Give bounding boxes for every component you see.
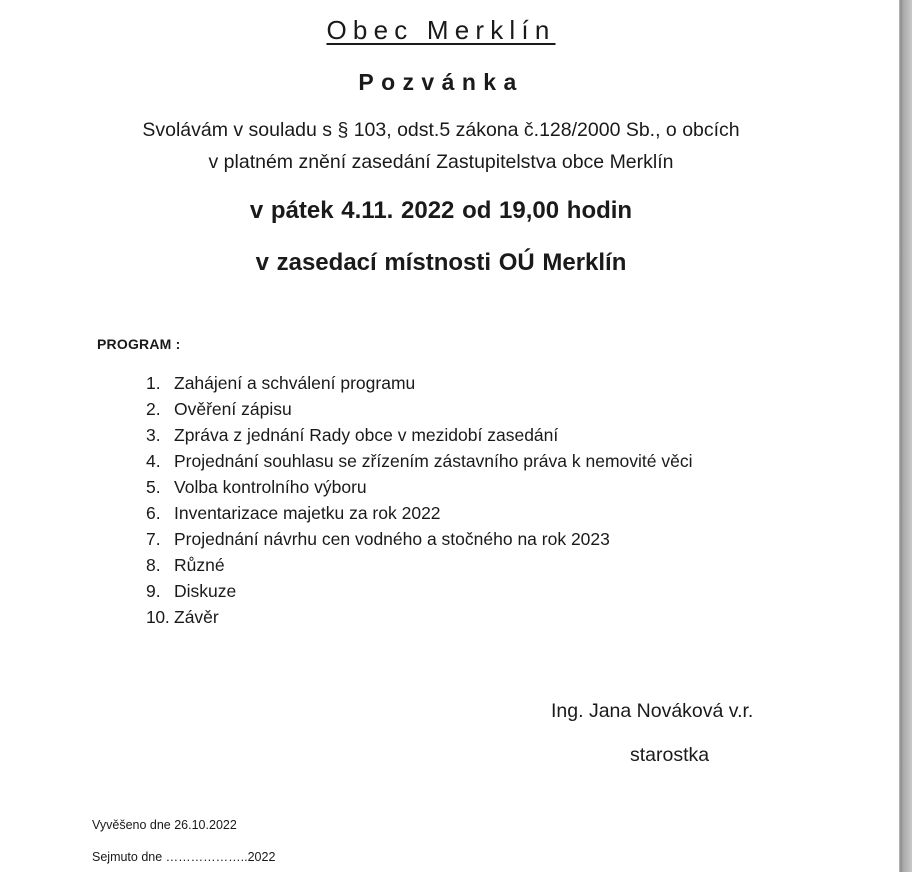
program-item (146, 578, 692, 604)
signatory-name: Ing. Jana Nováková v.r. (551, 700, 754, 722)
program-item-number: 6. (146, 503, 161, 523)
program-item-text: Projednání souhlasu se zřízením zástavního práva k nemovité věci (174, 451, 693, 471)
document-title: Pozvánka (358, 69, 524, 95)
program-item (146, 422, 692, 448)
program-item-text: Zpráva z jednání Rady obce v mezidobí zasedání (174, 425, 559, 445)
program-item (146, 474, 692, 500)
municipality-name: Obec Merklín (326, 15, 556, 45)
program-item (146, 396, 692, 422)
program-item-text: Volba kontrolního výboru (174, 477, 367, 497)
program-item-text: Projednání návrhu cen vodného a stočného na rok 2023 (174, 529, 610, 549)
meeting-place: v zasedací místnosti OÚ Merklín (255, 249, 627, 276)
meeting-date-time: v pátek 4.11. 2022 od 19,00 hodin (249, 197, 633, 224)
program-item (146, 370, 692, 396)
municipality-heading (0, 14, 882, 46)
program-item (146, 604, 692, 630)
program-list (146, 370, 692, 630)
program-item-text: Zahájení a schválení programu (174, 373, 416, 393)
program-item (146, 552, 692, 578)
program-item-number: 9. (146, 581, 161, 601)
signatory-role: starostka (630, 744, 710, 766)
program-item-text: Závěr (174, 607, 219, 627)
program-item-number: 4. (146, 451, 161, 471)
removed-date: Sejmuto dne ………………..2022 (92, 850, 276, 864)
page-edge-shadow (899, 0, 912, 872)
program-item (146, 500, 692, 526)
program-item (146, 526, 692, 552)
posted-date: Vyvěšeno dne 26.10.2022 (92, 818, 237, 832)
program-item (146, 448, 692, 474)
program-item-text: Ověření zápisu (174, 399, 292, 419)
intro-line-2: v platném znění zasedání Zastupitelstva obce Merklín (208, 151, 674, 173)
program-item-text: Různé (174, 555, 225, 575)
program-item-text: Inventarizace majetku za rok 2022 (174, 503, 441, 523)
program-item-text: Diskuze (174, 581, 237, 601)
program-item-number: 3. (146, 425, 161, 445)
program-item-number: 5. (146, 477, 161, 497)
program-item-number: 10. (146, 607, 170, 627)
program-item-number: 7. (146, 529, 161, 549)
intro-line-1: Svolávám v souladu s § 103, odst.5 zákona č.128/2000 Sb., o obcích (142, 119, 740, 141)
program-item-number: 8. (146, 555, 161, 575)
program-title: PROGRAM : (97, 336, 181, 352)
program-item-number: 1. (146, 373, 161, 393)
program-item-number: 2. (146, 399, 161, 419)
